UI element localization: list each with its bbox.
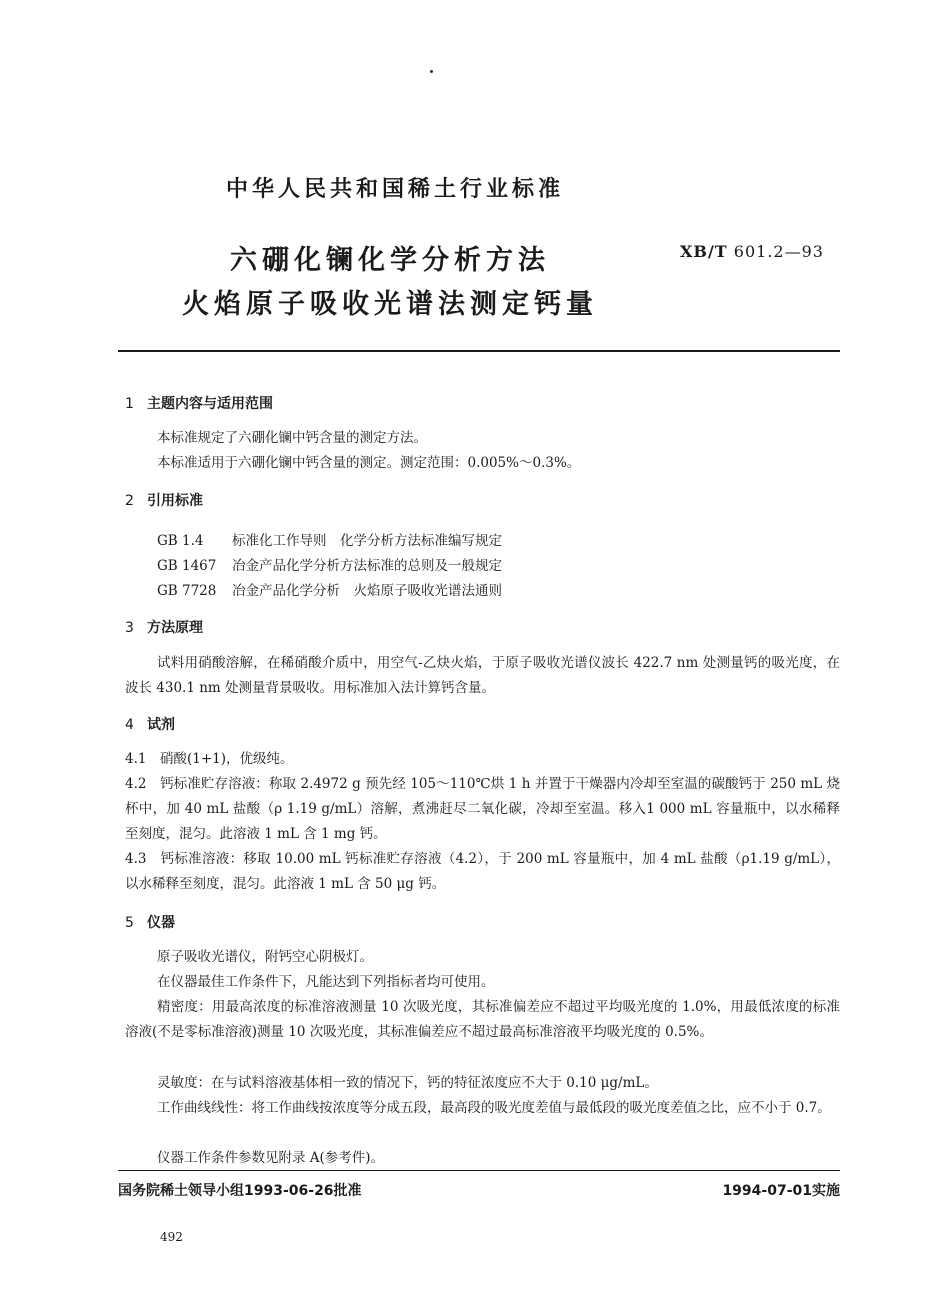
s5-paragraph-1: 原子吸收光谱仪，附钙空心阴极灯。 — [157, 949, 373, 965]
section-number: 3 — [125, 620, 134, 636]
s1-paragraph-2: 本标准适用于六硼化镧中钙含量的测定。测定范围：0.005%～0.3%。 — [157, 455, 581, 471]
section-title: 主题内容与适用范围 — [147, 396, 273, 412]
page-number: 492 — [160, 1230, 183, 1244]
section-1-heading — [125, 393, 273, 413]
standard-code-number: 601.2—93 — [733, 242, 824, 261]
clause-4-2: 4.2 钙标准贮存溶液：称取 2.4972 g 预先经 105～110℃烘 1 h 并置于干燥器内冷却至室温的碳酸钙于 250 mL 烧杯中，加 40 mL 盐酸（ρ 1.19 g/mL）溶解，煮沸赶尽二氧化碳，冷却至室温。移入1 000 mL 容量瓶中，以水稀释至刻度，混匀。此溶液 1 mL 含 1 mg 钙。 — [125, 776, 840, 842]
section-5-heading — [125, 912, 175, 932]
s3-paragraph-1: 试料用硝酸溶解，在稀硝酸介质中，用空气-乙炔火焰，于原子吸收光谱仪波长 422.7 nm 处测量钙的吸光度，在波长 430.1 nm 处测量背景吸收。用标准加入法计算钙含量。 — [125, 655, 840, 696]
s5-sensitivity-paragraph: 灵敏度：在与试料溶液基体相一致的情况下，钙的特征浓度应不大于 0.10 μg/mL。 — [157, 1075, 658, 1091]
s5-appendix-note: 仪器工作条件参数见附录 A(参考件)。 — [157, 1150, 385, 1166]
standard-code-prefix: XB/T — [680, 242, 728, 261]
reference-code: GB 1467 — [157, 558, 217, 574]
title-line-2: 火焰原子吸收光谱法测定钙量 — [182, 289, 598, 320]
standard-code — [680, 242, 824, 261]
scan-speck — [430, 70, 433, 73]
section-3-heading — [125, 617, 203, 637]
section-title: 引用标准 — [147, 493, 203, 509]
section-number: 5 — [125, 915, 134, 931]
section-title: 试剂 — [147, 717, 175, 733]
header-divider — [118, 350, 840, 352]
s1-paragraph-1: 本标准规定了六硼化镧中钙含量的测定方法。 — [157, 430, 427, 446]
clause-4-1: 4.1 硝酸(1+1)，优级纯。 — [125, 751, 294, 767]
approval-line: 国务院稀土领导小组1993-06-26批准 — [118, 1183, 362, 1199]
section-title: 仪器 — [147, 915, 175, 931]
title-line-1: 六硼化镧化学分析方法 — [230, 245, 550, 276]
implementation-date: 1994-07-01实施 — [722, 1183, 840, 1199]
reference-title: 冶金产品化学分析 火焰原子吸收光谱法通则 — [232, 583, 502, 599]
reference-title: 冶金产品化学分析方法标准的总则及一般规定 — [232, 558, 502, 574]
reference-code: GB 1.4 — [157, 533, 204, 549]
standard-category-header: 中华人民共和国稀土行业标准 — [225, 177, 564, 202]
section-4-heading — [125, 714, 175, 734]
reference-item — [157, 554, 502, 574]
s5-paragraph-2: 在仪器最佳工作条件下，凡能达到下列指标者均可使用。 — [157, 974, 495, 990]
section-title: 方法原理 — [147, 620, 203, 636]
s5-linearity-paragraph: 工作曲线线性：将工作曲线按浓度等分成五段，最高段的吸光度差值与最低段的吸光度差值之比，应不小于 0.7。 — [157, 1100, 831, 1116]
footer-divider — [118, 1170, 840, 1171]
s5-precision-paragraph: 精密度：用最高浓度的标准溶液测量 10 次吸光度，其标准偏差应不超过平均吸光度的 1.0%，用最低浓度的标准溶液(不是零标准溶液)测量 10 次吸光度，其标准偏差应不超过最高标准溶液平均吸光度的 0.5%。 — [125, 999, 840, 1040]
section-number: 1 — [125, 396, 134, 412]
section-2-heading — [125, 490, 203, 510]
section-number: 2 — [125, 493, 134, 509]
reference-code: GB 7728 — [157, 583, 217, 599]
section-number: 4 — [125, 717, 134, 733]
reference-item — [157, 529, 502, 549]
reference-item — [157, 579, 502, 599]
clause-4-3: 4.3 钙标准溶液：移取 10.00 mL 钙标准贮存溶液（4.2），于 200 mL 容量瓶中，加 4 mL 盐酸（ρ1.19 g/mL），以水稀释至刻度，混匀。此溶液 1 mL 含 50 μg 钙。 — [125, 851, 840, 892]
reference-title: 标准化工作导则 化学分析方法标准编写规定 — [232, 533, 502, 549]
